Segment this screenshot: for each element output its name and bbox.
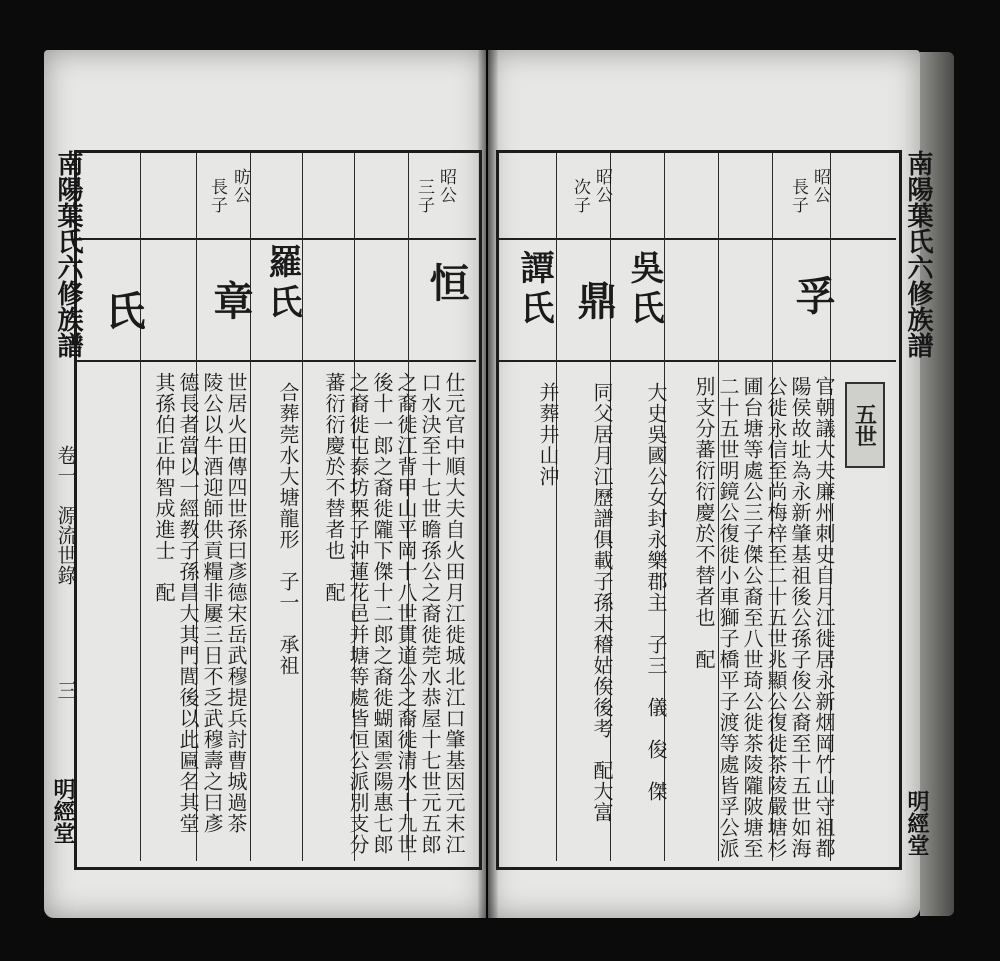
person-name: 鼎 — [571, 280, 618, 326]
header-generation-label: 次子 — [570, 178, 590, 214]
left-column-divider — [250, 153, 251, 861]
bio-text-column: 陽侯故址為永新肇基祖後公孫子俊公裔至十五世如海 — [788, 376, 812, 859]
bio-text-column: 後十一郎之裔徙隴下傑十二郎之裔徙蝴園雲陽惠七郎 — [370, 372, 394, 855]
bio-text-column: 官朝議大夫廉州刺史自月江徙居永新烟岡竹山守祖都 — [812, 376, 836, 859]
bio-text-column: 德長者當以一經教子孫昌大其門閭後以此匾名其堂 — [176, 372, 200, 834]
header-top-label: 昭公 — [592, 168, 612, 204]
bio-text-column: 口水決至十七世瞻孫公之裔徙莞水恭屋十七世元五郎 — [418, 372, 442, 855]
bio-text-column: 公徙永信至尚梅梓至二十五世兆顯公復徙茶陵嚴塘杉 — [764, 376, 788, 859]
bio-text-column: 世居火田傳四世孫曰彥德宋岳武穆提兵討曹城過茶 — [224, 372, 248, 834]
bio-text-column: 合葬莞水大塘龍形 子一 承祖 — [276, 382, 300, 676]
person-name: 章 — [207, 280, 254, 326]
left-margin-title: 南陽葉氏六修族譜 — [53, 150, 83, 358]
spouse-name: 吳氏 — [624, 250, 664, 330]
header-top-label: 昭公 — [436, 168, 456, 204]
left-hall-name: 明經堂 — [50, 778, 76, 844]
right-hall-name: 明經堂 — [904, 790, 930, 856]
left-header-rule — [76, 238, 476, 240]
bio-text-column: 別支分蕃衍衍慶於不替者也 配 — [692, 376, 716, 670]
left-margin-volume: 卷一 — [54, 445, 78, 485]
header-generation-label: 長子 — [788, 178, 808, 214]
bio-text-column: 并葬井山沖 — [536, 382, 560, 487]
bio-text-column: 之裔徙屯泰坊栗子沖蓮花邑并塘等處皆恒公派別支分 — [346, 372, 370, 855]
bio-text-column: 陵公以牛酒迎師供貢糧非屢三日不乏武穆壽之曰彥 — [200, 372, 224, 834]
bio-text-column: 之裔徙江背甲山平岡十八世貫道公之裔徙清水十九世 — [394, 372, 418, 855]
bio-text-column: 圃台塘等處公三子傑公裔至八世琦公徙茶陵隴陂塘至 — [740, 376, 764, 859]
right-name-rule — [498, 360, 896, 362]
bio-text-column: 蕃衍衍慶於不替者也 配 — [322, 372, 346, 603]
bio-text-column: 二十五世明鏡公復徙小車獅子橋平子渡等處皆孚公派 — [716, 376, 740, 859]
right-margin-title: 南陽葉氏六修族譜 — [903, 150, 933, 358]
spouse-name: 氏 — [99, 290, 146, 336]
page-number: 三 — [54, 680, 78, 700]
header-generation-label: 長子 — [207, 178, 227, 214]
spouse-name: 羅氏 — [262, 244, 302, 324]
header-top-label: 昉公 — [230, 168, 250, 204]
stamp-text: 五世 — [851, 403, 878, 447]
generation-stamp — [845, 382, 885, 468]
right-header-rule — [498, 238, 896, 240]
left-name-rule — [76, 360, 476, 362]
bio-text-column: 大史吳國公女封永樂郡主 子三 儀 俊 傑 — [644, 382, 668, 802]
bio-text-column: 其孫伯正仲智成進士 配 — [152, 372, 176, 603]
left-column-divider — [140, 153, 141, 861]
person-name: 恒 — [423, 262, 470, 308]
header-top-label: 昭公 — [810, 168, 830, 204]
bio-text-column: 同父居月江歷譜俱載子孫未稽姑俟後考 配大富 — [590, 382, 614, 823]
bio-text-column: 仕元官中順大夫自火田月江徙城北江口肇基因元末江 — [442, 372, 466, 855]
person-name: 孚 — [789, 275, 836, 321]
header-generation-label: 三子 — [414, 178, 434, 214]
spouse-name: 譚氏 — [514, 250, 554, 330]
left-margin-section: 源流世錄 — [54, 505, 78, 585]
